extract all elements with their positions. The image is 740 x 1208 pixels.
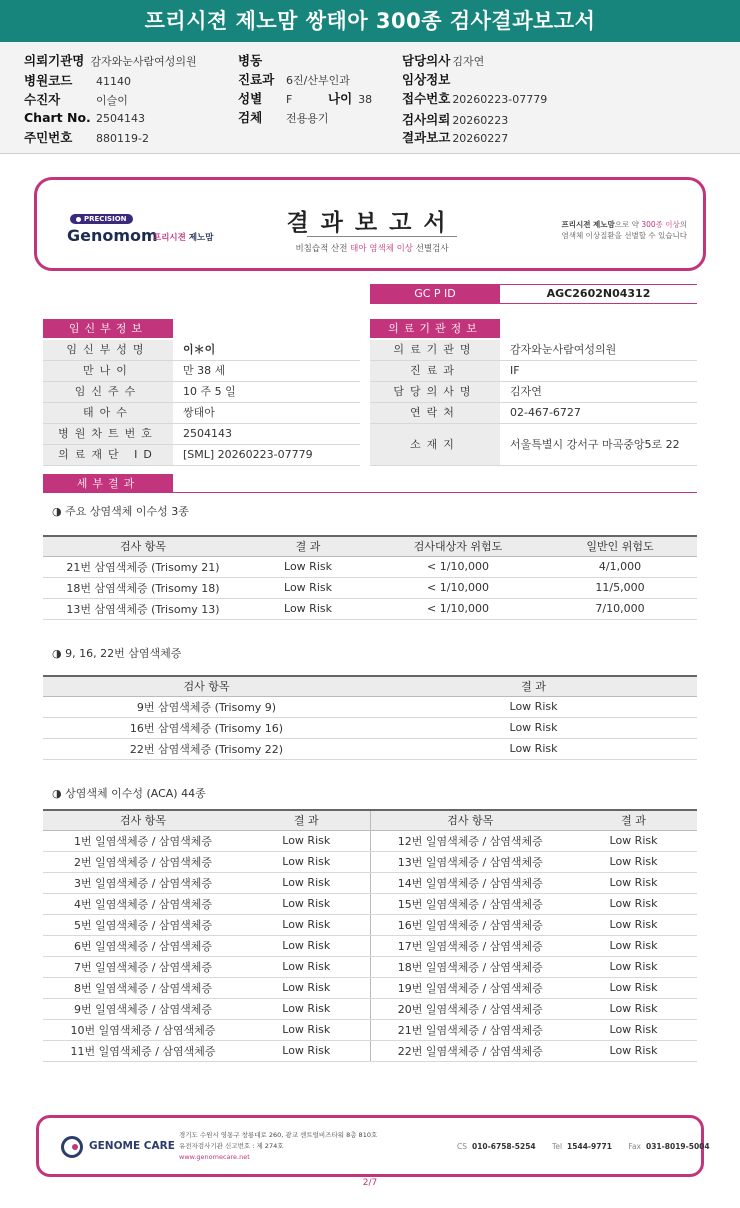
receipt-no-label: 접수번호 (402, 91, 451, 106)
brand-sub-pink: 프리시젼 (153, 233, 186, 243)
table-cell: Low Risk (570, 1019, 697, 1040)
receipt-no-field (402, 89, 547, 107)
institution-value: 감자와눈사람여성의원 (90, 55, 197, 68)
institution-field (24, 51, 197, 69)
brand-subtitle (153, 231, 213, 243)
table-cell: Low Risk (570, 977, 697, 998)
column-header: 검사 항목 (370, 810, 570, 830)
institution-row-value: 감자와눈사람여성의원 (510, 343, 617, 356)
table-cell: 17번 일염색체증 / 삼염색체증 (370, 935, 570, 956)
institution-row-label: 의료기관명 (370, 340, 500, 360)
pregnant-row-value: 10 주 5 일 (183, 385, 236, 398)
table-cell: 7/10,000 (543, 598, 697, 619)
specimen-label: 검체 (238, 110, 263, 125)
genomom-logo: Genomom (67, 226, 158, 245)
table-row (43, 577, 697, 598)
title-divider (307, 236, 457, 237)
precision-tag: PRECISION (70, 214, 133, 224)
table-cell: Low Risk (570, 914, 697, 935)
specimen-value: 전용용기 (286, 112, 329, 125)
ward-field (238, 51, 268, 69)
request-date-field (402, 110, 508, 128)
table-cell: 14번 일염색체증 / 삼염색체증 (370, 872, 570, 893)
table-cell: Low Risk (243, 830, 370, 851)
department-field (238, 70, 350, 88)
pregnant-row-label: 임신부성명 (43, 340, 173, 360)
column-header: 검사 항목 (43, 810, 243, 830)
table-cell: 11/5,000 (543, 577, 697, 598)
table-row (43, 1040, 697, 1061)
pregnant-row-value: 쌍태아 (183, 406, 215, 419)
patient-field (24, 90, 128, 108)
age-label: 나이 (328, 91, 353, 106)
pregnant-row-value: 2504143 (183, 427, 232, 440)
tagline-pink: 300종 이상 (641, 220, 680, 229)
table-cell: 15번 일염색체증 / 삼염색체증 (370, 893, 570, 914)
website-link[interactable]: www.genomecare.net (179, 1153, 250, 1161)
table-cell: Low Risk (570, 893, 697, 914)
table-cell: < 1/10,000 (373, 598, 543, 619)
table-row (43, 872, 697, 893)
request-date-label: 검사의뢰 (402, 112, 451, 127)
pregnant-row-label: 만나이 (43, 361, 173, 381)
table-cell: Low Risk (243, 577, 373, 598)
table-cell: 5번 일염색체증 / 삼염색체증 (43, 914, 243, 935)
table-cell: 9번 일염색체증 / 삼염색체증 (43, 998, 243, 1019)
clinical-info-label: 임상정보 (402, 72, 451, 87)
institution-row-label: 담당의사명 (370, 382, 500, 402)
institution-row-value: 김자연 (510, 385, 542, 398)
table-cell: Low Risk (243, 598, 373, 619)
table-cell: Low Risk (243, 935, 370, 956)
table-cell: 18번 일염색체증 / 삼염색체증 (370, 956, 570, 977)
minor-trisomy-table (43, 675, 697, 760)
table-row (43, 598, 697, 619)
doctor-field (402, 51, 484, 69)
patient-value: 이슬이 (96, 94, 128, 107)
table-cell: Low Risk (243, 998, 370, 1019)
pregnant-row-label: 태아수 (43, 403, 173, 423)
table-cell: Low Risk (570, 935, 697, 956)
table-cell: 6번 일염색체증 / 삼염색체증 (43, 935, 243, 956)
fax-label: Fax (628, 1142, 641, 1151)
table-cell: Low Risk (243, 556, 373, 577)
page-number: 2/7 (362, 1178, 378, 1188)
age-value: 38 (358, 93, 373, 106)
table-cell: Low Risk (243, 1019, 370, 1040)
sex-label: 성별 (238, 91, 263, 106)
patient-label: 수진자 (24, 92, 61, 107)
table-row (43, 1019, 697, 1040)
table-row (43, 998, 697, 1019)
institution-row-value: 02-467-6727 (510, 406, 581, 419)
table-cell: < 1/10,000 (373, 577, 543, 598)
tagline-line2: 염색체 이상질환을 선별할 수 있습니다 (561, 231, 687, 240)
table-cell: Low Risk (243, 914, 370, 935)
table-row (43, 830, 697, 851)
resident-no-value: 880119-2 (96, 132, 149, 145)
column-header: 검사대상자 위험도 (373, 536, 543, 556)
table-cell: 16번 일염색체증 / 삼염색체증 (370, 914, 570, 935)
cs-number: 010-6758-5254 (472, 1142, 536, 1151)
report-date-label: 결과보고 (402, 130, 451, 145)
contacts (457, 1142, 724, 1151)
pregnant-row-value: 이＊이 (183, 343, 216, 356)
cs-label: CS (457, 1142, 467, 1151)
pregnant-info-section: 임신부정보 (43, 319, 173, 338)
report-date-value: 20260227 (452, 132, 509, 145)
table-cell: 11번 일염색체증 / 삼염색체증 (43, 1040, 243, 1061)
table-row (43, 717, 697, 738)
doc-title: 결과보고서 (286, 210, 458, 236)
major-heading: ◑ 주요 상염색체 이수성 3종 (52, 505, 189, 518)
table-cell: 8번 일염색체증 / 삼염색체증 (43, 977, 243, 998)
column-header: 결 과 (243, 536, 373, 556)
pregnant-row-value: 만 38 세 (183, 364, 226, 377)
footer (36, 1115, 710, 1177)
sex-value: F (286, 93, 293, 106)
subtitle-post: 선별검사 (413, 244, 449, 254)
table-cell: 22번 일염색체증 / 삼염색체증 (370, 1040, 570, 1061)
table-cell: Low Risk (570, 956, 697, 977)
table-row (43, 738, 697, 759)
table-cell: Low Risk (243, 872, 370, 893)
table-cell: Low Risk (570, 1040, 697, 1061)
genome-care-logo-icon (61, 1136, 83, 1158)
institution-row-value: 서울특별시 강서구 마곡중앙5로 22 (510, 438, 680, 451)
table-row (43, 977, 697, 998)
license-line: 유전자검사기관 신고번호 : 제 274호 (179, 1142, 284, 1150)
table-header-row (43, 810, 697, 830)
table-row (43, 696, 697, 717)
resident-no-field (24, 128, 149, 146)
table-cell: Low Risk (570, 998, 697, 1019)
table-cell: 21번 일염색체증 / 삼염색체증 (370, 1019, 570, 1040)
tagline-bold: 프리시젼 제노맘 (561, 220, 615, 229)
sex-field (238, 89, 292, 107)
department-value: 6진/산부인과 (286, 74, 350, 87)
column-header: 결 과 (570, 810, 697, 830)
table-row (43, 893, 697, 914)
hospital-code-value: 41140 (96, 75, 131, 88)
institution-row-label: 연락처 (370, 403, 500, 423)
table-row (43, 556, 697, 577)
gcp-id-value: AGC2602N04312 (500, 284, 697, 304)
request-date-value: 20260223 (452, 114, 509, 127)
table-cell: 4번 일염색체증 / 삼염색체증 (43, 893, 243, 914)
table-cell: 19번 일염색체증 / 삼염색체증 (370, 977, 570, 998)
table-cell: 1번 일염색체증 / 삼염색체증 (43, 830, 243, 851)
table-row (43, 935, 697, 956)
table-header-row (43, 536, 697, 556)
column-header: 결 과 (243, 810, 370, 830)
receipt-no-value: 20260223-07779 (452, 93, 548, 106)
tagline-end: 의 (679, 220, 687, 229)
table-cell: Low Risk (243, 956, 370, 977)
address-line: 경기도 수원시 영통구 창룡대로 260, 광교 센트럴비즈타워 8층 810호 (179, 1131, 378, 1139)
table-row (43, 956, 697, 977)
institution-label: 의뢰기관명 (24, 53, 85, 68)
clinical-info-field (402, 70, 456, 88)
ward-label: 병동 (238, 53, 263, 68)
table-cell: 12번 일염색체증 / 삼염색체증 (370, 830, 570, 851)
table-cell: 3번 일염색체증 / 삼염색체증 (43, 872, 243, 893)
company-name: GENOME CARE (89, 1140, 175, 1152)
pregnant-row-label: 의료재단 ID (43, 445, 173, 465)
subtitle-pre: 비침습적 산전 (295, 244, 351, 254)
report-title: 프리시젼 제노맘 쌍태아 300종 검사결과보고서 (0, 0, 740, 42)
table-cell: 7번 일염색체증 / 삼염색체증 (43, 956, 243, 977)
table-row (43, 851, 697, 872)
chart-no-field (24, 110, 145, 125)
institution-row-label: 진료과 (370, 361, 500, 381)
table-cell: Low Risk (243, 851, 370, 872)
doctor-value: 김자연 (452, 55, 485, 68)
institution-row-label: 소재지 (370, 424, 500, 465)
major-trisomy-table (43, 535, 697, 620)
specimen-field (238, 108, 329, 126)
patient-info-panel (0, 42, 740, 154)
table-cell: Low Risk (370, 717, 697, 738)
company-address (179, 1130, 377, 1163)
table-cell: Low Risk (243, 977, 370, 998)
aca-table (43, 809, 697, 1062)
institution-row-value: IF (510, 364, 520, 377)
resident-no-label: 주민번호 (24, 130, 73, 145)
subtitle-pink: 태아 염색체 이상 (350, 244, 413, 254)
table-cell: 13번 일염색체증 / 삼염색체증 (370, 851, 570, 872)
table-cell: Low Risk (243, 1040, 370, 1061)
table-cell: Low Risk (570, 851, 697, 872)
table-cell: Low Risk (570, 872, 697, 893)
tagline-mid: 으로 약 (614, 220, 642, 229)
table-cell: 16번 삼염색체증 (Trisomy 16) (43, 717, 370, 738)
tel-label: Tel (552, 1142, 563, 1151)
table-cell: 10번 일염색체증 / 삼염색체증 (43, 1019, 243, 1040)
minor-heading: ◑ 9, 16, 22번 삼염색체증 (52, 647, 182, 660)
table-cell: 4/1,000 (543, 556, 697, 577)
table-cell: Low Risk (370, 738, 697, 759)
pregnant-row-value: [SML] 20260223-07779 (183, 448, 313, 461)
table-cell: 21번 삼염색체증 (Trisomy 21) (43, 556, 243, 577)
report-page (30, 173, 710, 1173)
gcp-id-label: GC P ID (370, 284, 500, 304)
table-cell: < 1/10,000 (373, 556, 543, 577)
table-cell: 9번 삼염색체증 (Trisomy 9) (43, 696, 370, 717)
pregnant-row-label: 임신주수 (43, 382, 173, 402)
table-row (43, 914, 697, 935)
hospital-code-field (24, 71, 131, 89)
table-cell: 20번 일염색체증 / 삼염색체증 (370, 998, 570, 1019)
column-header: 검사 항목 (43, 676, 370, 696)
brand-sub: 제노맘 (185, 233, 214, 243)
table-header-row (43, 676, 697, 696)
age-field (328, 89, 372, 107)
table-cell: Low Risk (243, 893, 370, 914)
table-cell: Low Risk (370, 696, 697, 717)
department-label: 진료과 (238, 72, 275, 87)
institution-info-section: 의료기관정보 (370, 319, 500, 338)
detail-results-rule (173, 474, 697, 493)
tel-number: 1544-9771 (567, 1142, 612, 1151)
detail-results-section: 세부결과 (43, 474, 173, 493)
table-cell: 18번 삼염색체증 (Trisomy 18) (43, 577, 243, 598)
tagline (517, 219, 687, 241)
column-header: 검사 항목 (43, 536, 243, 556)
pregnant-row-label: 병원차트번호 (43, 424, 173, 444)
hospital-code-label: 병원코드 (24, 73, 73, 88)
table-cell: 22번 삼염색체증 (Trisomy 22) (43, 738, 370, 759)
table-cell: Low Risk (570, 830, 697, 851)
column-header: 결 과 (370, 676, 697, 696)
column-header: 일반인 위험도 (543, 536, 697, 556)
doctor-label: 담당의사 (402, 53, 451, 68)
report-date-field (402, 128, 508, 146)
table-cell: 2번 일염색체증 / 삼염색체증 (43, 851, 243, 872)
fax-number: 031-8019-5004 (645, 1142, 710, 1151)
chart-no-value: 2504143 (96, 112, 145, 125)
doc-subtitle (267, 242, 477, 254)
report-header (34, 177, 706, 271)
chart-no-label: Chart No. (24, 110, 91, 125)
table-cell: 13번 삼염색체증 (Trisomy 13) (43, 598, 243, 619)
aca-heading: ◑ 상염색체 이수성 (ACA) 44종 (52, 787, 206, 800)
